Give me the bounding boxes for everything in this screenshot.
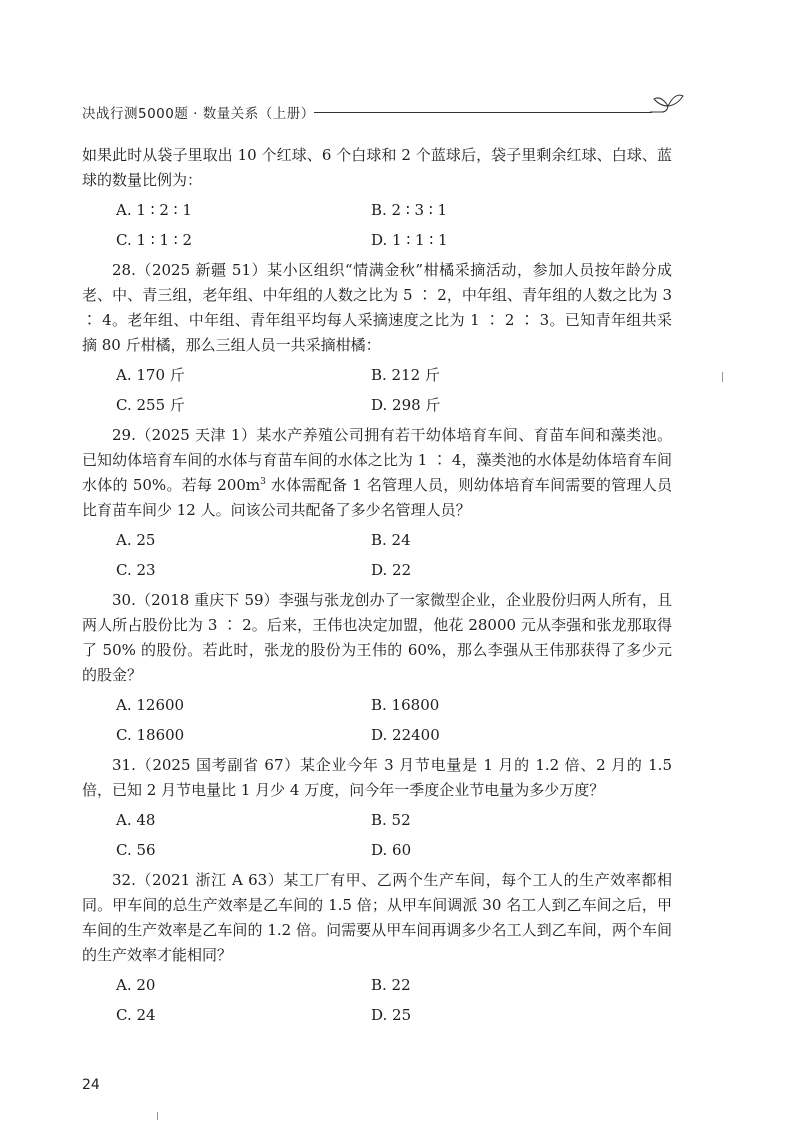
options-row [82,393,672,418]
question-29 [82,423,672,583]
question-30 [82,588,672,748]
question-text: 31.（2025 国考副省 67）某企业今年 3 月节电量是 1 月的 1.2 倍、2 月的 1.5 倍，已知 2 月节电量比 1 月少 4 万度，问今年一季度企业节电量为多少万度？ [82,756,672,799]
option-d: D. 22400 [371,726,440,744]
option-c: C. 56 [116,841,156,859]
option-b: B. 212 斤 [371,366,440,384]
option-b: B. 2 ∶ 3 ∶ 1 [371,201,448,219]
page-number: 24 [82,1077,100,1093]
question-text: 32.（2021 浙江 A 63）某工厂有甲、乙两个生产车间，每个工人的生产效率都相同。甲车间的总生产效率是乙车间的 1.5 倍；从甲车间调派 30 名工人到乙车间之后，甲车间的生产效率是乙车间的 1.2 倍。问需要从甲车间再调多少名工人到乙车间，两个车间的生产效率才能相同？ [82,871,672,964]
page-content [82,143,672,1033]
option-c: C. 1 ∶ 1 ∶ 2 [116,231,192,249]
option-a: A. 12600 [116,696,185,714]
scan-speck [722,372,723,382]
superscript: 3 [260,477,266,487]
option-a: A. 25 [116,531,156,549]
option-c: C. 255 斤 [116,396,185,414]
question-31 [82,753,672,863]
scan-speck [157,1112,158,1120]
question-text: 30.（2018 重庆下 59）李强与张龙创办了一家微型企业，企业股份归两人所有，且两人所占股份比为 3 ∶ 2。后来，王伟也决定加盟，他花 28000 元从李强和张龙那取得了 50% 的股份。若此时，张龙的股份为王伟的 60%，那么李强从王伟那获得了多少元的股金？ [82,591,672,684]
question-text [82,423,672,523]
option-b: B. 22 [371,976,411,994]
running-header [82,96,722,126]
options-row [82,973,672,998]
question-continuation [82,143,672,253]
option-a: A. 1 ∶ 2 ∶ 1 [116,201,192,219]
options-row [82,1003,672,1028]
options-row [82,723,672,748]
option-b: B. 16800 [371,696,440,714]
question-32 [82,868,672,1028]
options-row [82,363,672,388]
question-28 [82,258,672,418]
option-c: C. 23 [116,561,156,579]
option-d: D. 298 斤 [371,396,441,414]
question-text-part: 水体需配备 1 名管理人员，则幼体培育车间需要的管理人员比育苗车间少 12 人。问该公司共配备了多少名管理人员？ [82,476,672,519]
option-a: A. 170 斤 [116,366,185,384]
options-row [82,558,672,583]
option-d: D. 60 [371,841,412,859]
options-row [82,838,672,863]
book-title: 决战行测5000题 · 数量关系（上册） [82,106,315,122]
option-c: C. 18600 [116,726,185,744]
options-row [82,228,672,253]
question-text: 28.（2025 新疆 51）某小区组织“情满金秋”柑橘采摘活动，参加人员按年龄分成老、中、青三组，老年组、中年组的人数之比为 5 ∶ 2，中年组、青年组的人数之比为 3 ∶ 4。老年组、中年组、青年组平均每人采摘速度之比为 1 ∶ 2 ∶ 3。已知青年组共采摘 80 斤柑橘，那么三组人员一共采摘柑橘： [82,261,672,354]
option-b: B. 52 [371,811,411,829]
option-d: D. 25 [371,1006,412,1024]
option-d: D. 1 ∶ 1 ∶ 1 [371,231,448,249]
option-c: C. 24 [116,1006,156,1024]
options-row [82,198,672,223]
option-a: A. 20 [116,976,156,994]
option-b: B. 24 [371,531,411,549]
options-row [82,693,672,718]
option-d: D. 22 [371,561,412,579]
question-text: 如果此时从袋子里取出 10 个红球、6 个白球和 2 个蓝球后，袋子里剩余红球、白球、蓝球的数量比例为： [82,146,672,189]
sprout-icon [648,90,688,120]
option-a: A. 48 [116,811,156,829]
header-rule [314,112,652,113]
options-row [82,808,672,833]
options-row [82,528,672,553]
question-text-part: 29.（2025 天津 1）某水产养殖公司拥有若干幼体培育车间、育苗车间和藻类池。已知幼体培育车间的水体与育苗车间的水体之比为 1 ∶ 4，藻类池的水体是幼体培育车间水体的 50%。若每 200m [82,426,672,494]
